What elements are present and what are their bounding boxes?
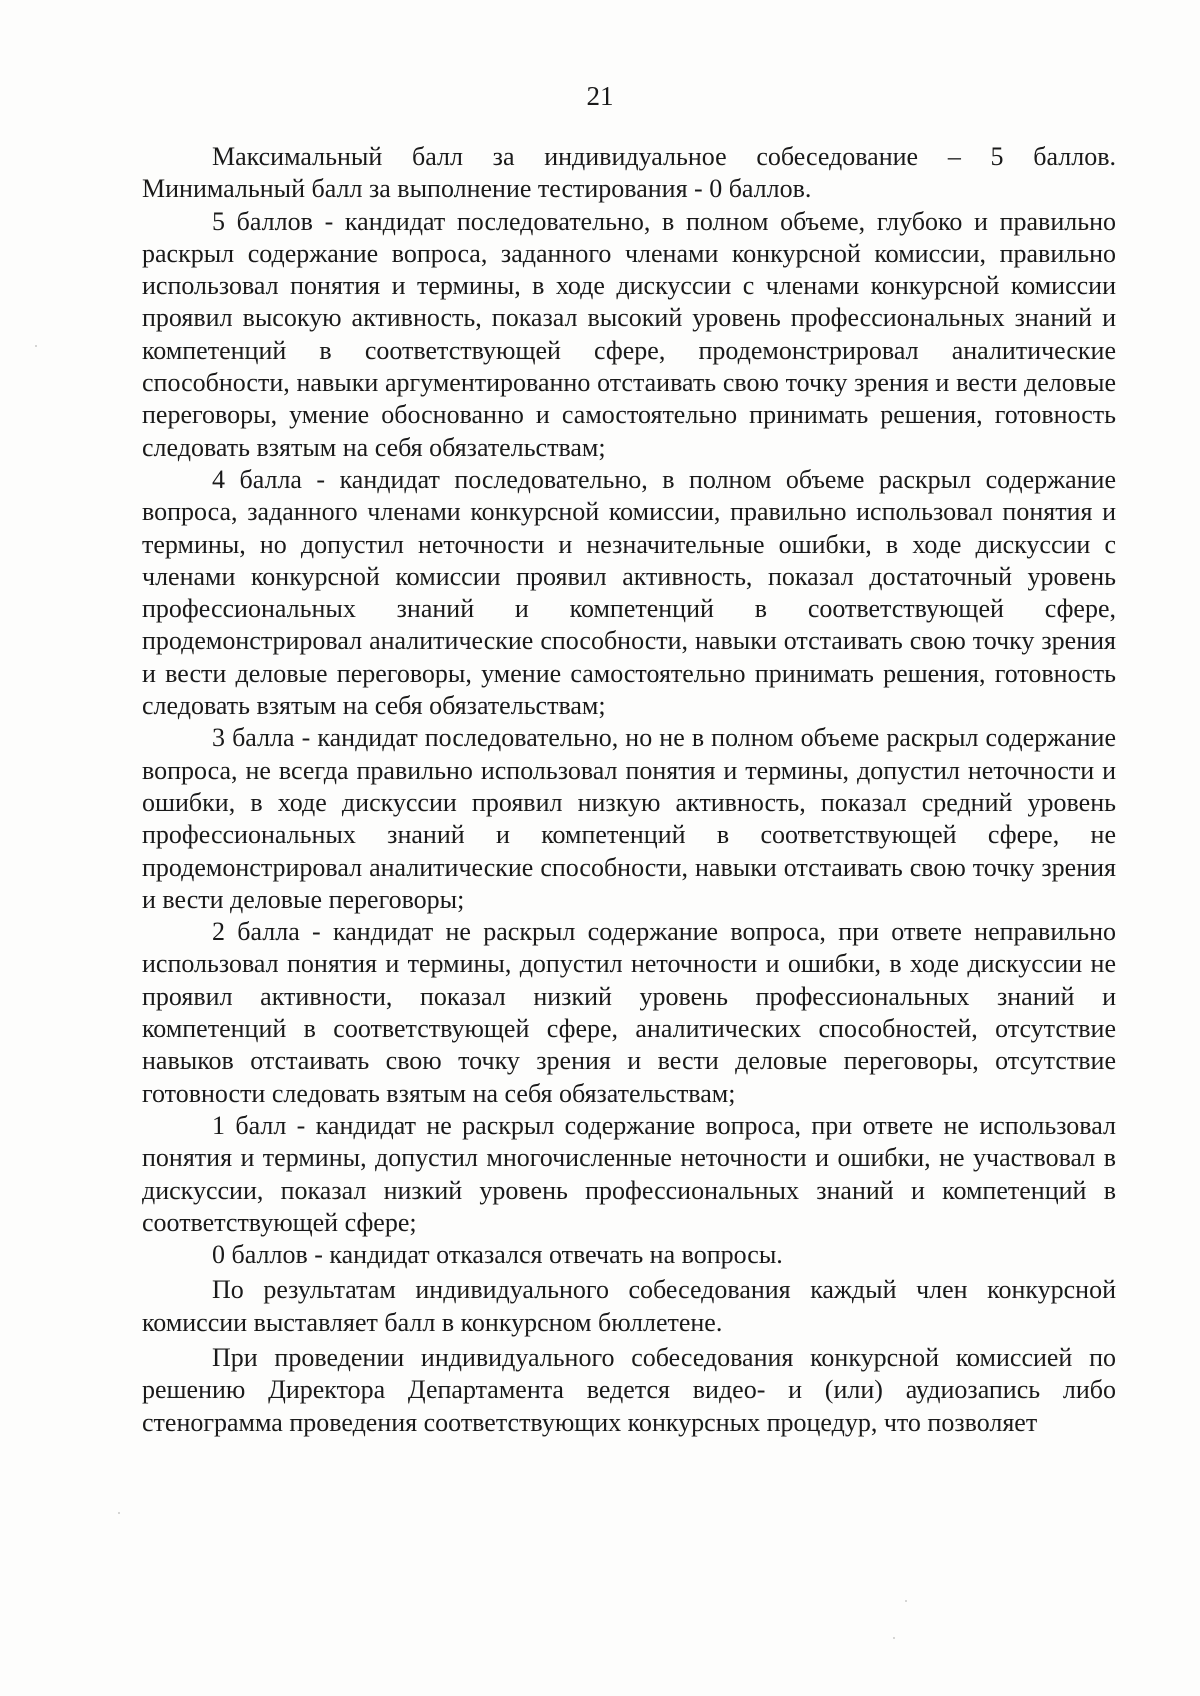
- scan-speck: [35, 345, 37, 347]
- paragraph-score-5: 5 баллов - кандидат последовательно, в полном объеме, глубоко и правильно раскрыл содержание вопроса, заданного членами конкурсной комиссии, правильно использовал понятия и термины, в ходе дискуссии с членами конкурсной комиссии проявил высокую активность, показал высокий уровень профессиональных знаний и компетенций в соответствующей сфере, продемонстрировал аналитические способности, навыки аргументированно отстаивать свою точку зрения и вести деловые переговоры, умение обоснованно и самостоятельно принимать решения, готовность следовать взятым на себя обязательствам;: [142, 206, 1116, 462]
- paragraph-results: По результатам индивидуального собеседования каждый член конкурсной комиссии выставляет балл в конкурсном бюллетене.: [142, 1275, 1116, 1337]
- scan-speck: [905, 1600, 907, 1602]
- paragraph-max-score: Максимальный балл за индивидуальное собеседование – 5 баллов. Минимальный балл за выполнение тестирования - 0 баллов.: [142, 142, 1116, 204]
- paragraph-score-1: 1 балл - кандидат не раскрыл содержание вопроса, при ответе не использовал понятия и термины, допустил многочисленные неточности и ошибки, не участвовал в дискуссии, показал низкий уровень профессиональных знаний и компетенций в соответствующей сфере;: [142, 1110, 1116, 1237]
- scan-speck: [893, 1637, 895, 1639]
- body-text: [142, 141, 1116, 1439]
- paragraph-recording: При проведении индивидуального собеседования конкурсной комиссией по решению Директора Департамента ведется видео- и (или) аудиозапись либо стенограмма проведения соответствующих конкурсных процедур, что позволяет: [142, 1342, 1116, 1437]
- paragraph-score-0: 0 баллов - кандидат отказался отвечать на вопросы.: [212, 1240, 783, 1270]
- paragraph-score-4: 4 балла - кандидат последовательно, в полном объеме раскрыл содержание вопроса, заданного членами конкурсной комиссии, правильно использовал понятия и термины, но допустил неточности и незначительные ошибки, в ходе дискуссии с членами конкурсной комиссии проявил активность, показал достаточный уровень профессиональных знаний и компетенций в соответствующей сфере, продемонстрировал аналитические способности, навыки отстаивать свою точку зрения и вести деловые переговоры, умение самостоятельно принимать решения, готовность следовать взятым на себя обязательствам;: [142, 464, 1116, 721]
- paragraph-score-3: 3 балла - кандидат последовательно, но не в полном объеме раскрыл содержание вопроса, не всегда правильно использовал понятия и термины, допустил неточности и ошибки, в ходе дискуссии проявил низкую активность, показал средний уровень профессиональных знаний и компетенций в соответствующей сфере, не продемонстрировал аналитические способности, навыки отстаивать свою точку зрения и вести деловые переговоры;: [142, 723, 1116, 914]
- page-number: 21: [586, 81, 614, 111]
- paragraph-score-2: 2 балла - кандидат не раскрыл содержание вопроса, при ответе неправильно использовал понятия и термины, допустил неточности и ошибки, в ходе дискуссии не проявил активности, показал низкий уровень профессиональных знаний и компетенций в соответствующей сфере, аналитических способностей, отсутствие навыков отстаивать свою точку зрения и вести деловые переговоры, отсутствие готовности следовать взятым на себя обязательствам;: [142, 917, 1116, 1108]
- scan-speck: [118, 1512, 120, 1514]
